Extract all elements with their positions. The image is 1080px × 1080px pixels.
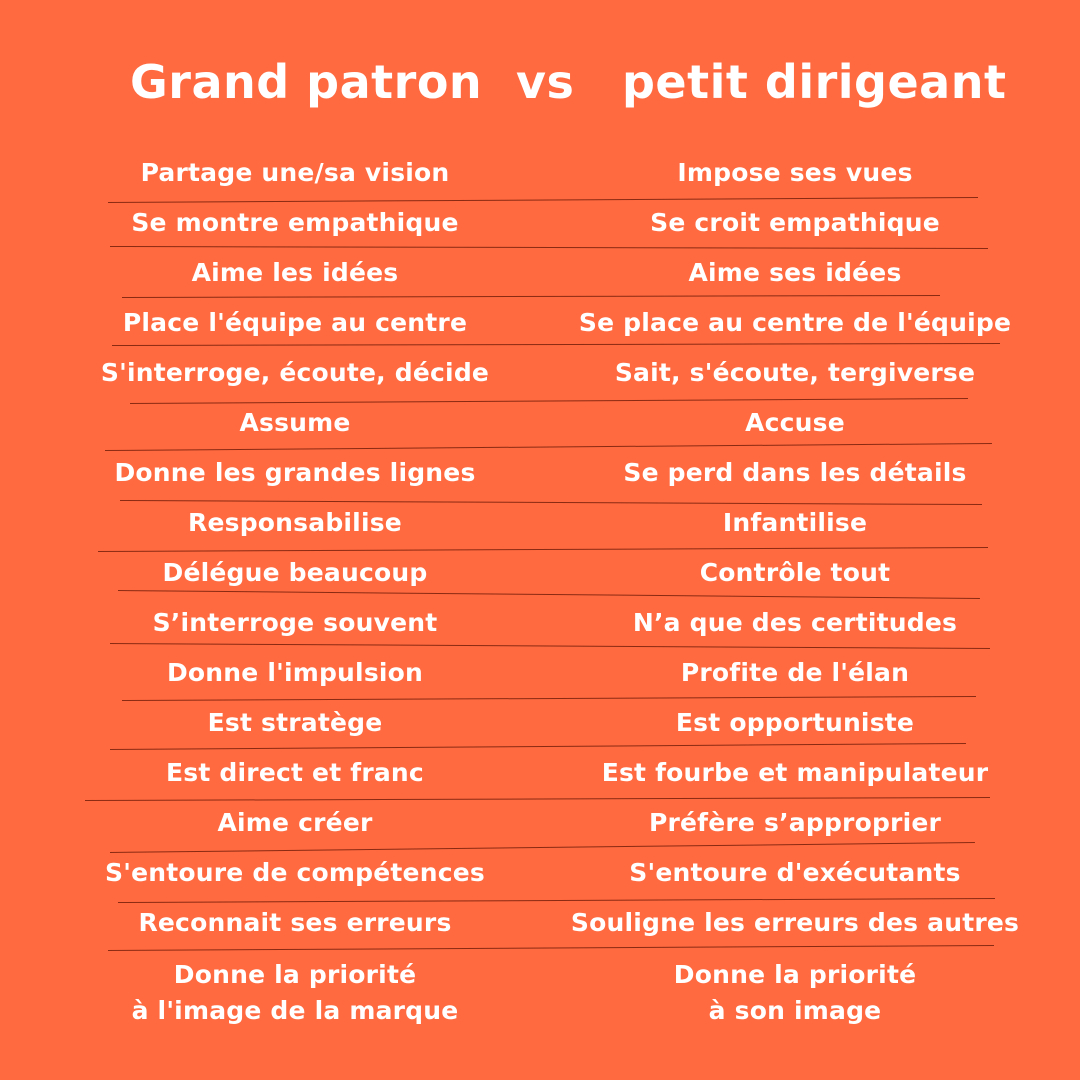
row-divider [122,696,976,701]
row-left-6: Assume [239,408,351,437]
row-left-13: Est direct et franc [166,758,424,787]
row-right-4: Se place au centre de l'équipe [578,308,1012,337]
row-right-12: Est opportuniste [675,708,915,737]
row-right-last-line1: Donne la priorité [673,960,917,989]
row-left-15: S'entoure de compétences [105,858,485,887]
row-right-7: Se perd dans les détails [623,458,967,487]
row-right-5: Sait, s'écoute, tergiverse [614,358,976,387]
row-right-1: Impose ses vues [677,158,913,187]
row-left-2: Se montre empathique [131,208,459,237]
vs-label: vs [516,55,575,109]
row-left-8: Responsabilise [188,508,402,537]
row-divider [130,398,968,404]
row-left-3: Aime les idées [191,258,399,287]
row-left-7: Donne les grandes lignes [114,458,476,487]
row-divider [110,842,975,853]
row-right-13: Est fourbe et manipulateur [601,758,989,787]
row-divider [108,197,978,203]
right-title: petit dirigeant [622,55,1007,109]
row-left-10: S’interroge souvent [152,608,438,637]
row-left-14: Aime créer [217,808,373,837]
row-divider [110,246,988,249]
row-divider [110,743,966,750]
row-right-10: N’a que des certitudes [632,608,958,637]
row-divider [105,443,992,451]
row-right-6: Accuse [745,408,845,437]
row-left-5: S'interroge, écoute, décide [100,358,490,387]
row-divider [120,500,982,505]
row-left-12: Est stratège [207,708,383,737]
row-left-1: Partage une/sa vision [140,158,450,187]
row-left-11: Donne l'impulsion [166,658,424,687]
row-right-14: Préfère s’approprier [648,808,942,837]
row-right-9: Contrôle tout [699,558,891,587]
row-divider [118,898,995,903]
row-right-15: S'entoure d'exécutants [629,858,961,887]
row-divider [122,295,940,298]
row-left-9: Délégue beaucoup [162,558,428,587]
row-divider [110,643,990,649]
row-left-last [60,957,530,1029]
row-right-11: Profite de l'élan [680,658,910,687]
row-right-3: Aime ses idées [688,258,902,287]
row-right-16: Souligne les erreurs des autres [570,908,1020,937]
row-right-last-line2: à son image [708,996,882,1025]
row-divider [112,343,1000,346]
row-right-2: Se croit empathique [650,208,940,237]
row-divider [108,945,994,951]
left-title: Grand patron [130,55,483,109]
row-divider [98,547,988,552]
row-left-4: Place l'équipe au centre [122,308,468,337]
row-divider [118,590,980,599]
row-left-16: Reconnait ses erreurs [138,908,452,937]
row-right-8: Infantilise [722,508,868,537]
row-left-last-line2: à l'image de la marque [131,996,459,1025]
row-divider [85,797,990,801]
row-right-last [560,957,1030,1029]
row-left-last-line1: Donne la priorité [173,960,417,989]
